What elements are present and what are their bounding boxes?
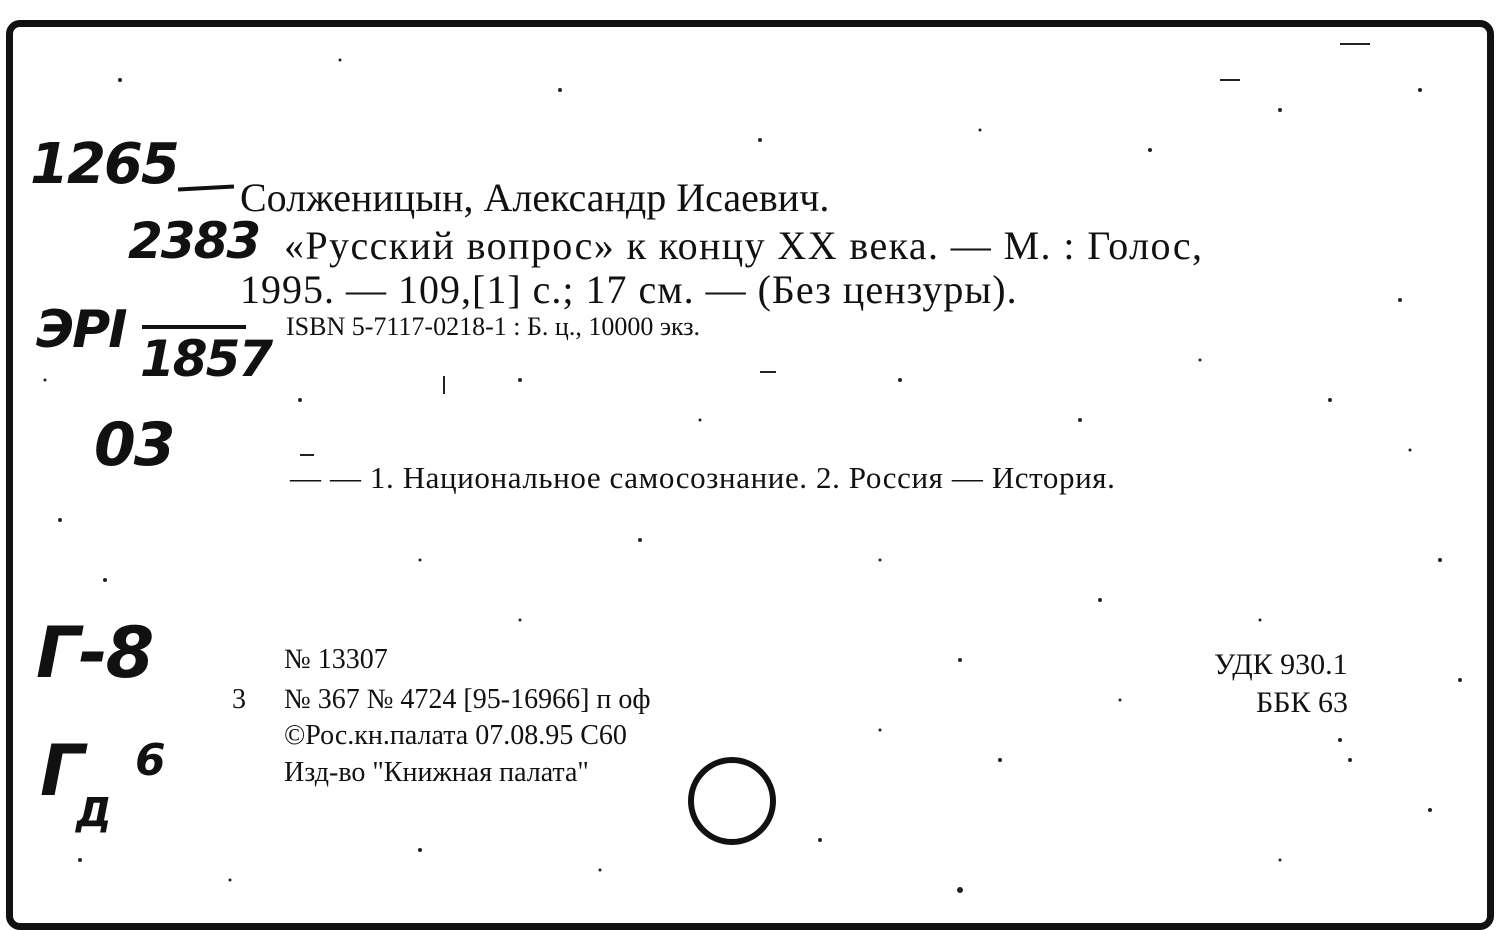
copyright-line: ©Рос.кн.палата 07.08.95 С60 (284, 720, 627, 751)
title-line-2: 1995. — 109,[1] с.; 17 см. — (Без цензуры). (240, 267, 1018, 312)
isbn-line: ISBN 5-7117-0218-1 : Б. ц., 10000 экз. (286, 312, 701, 341)
handwritten-code-1857: 1857 (140, 330, 272, 388)
registration-numbers: № 367 № 4724 [95-16966] п оф (284, 684, 651, 715)
handwritten-code-6: 6 (135, 735, 164, 786)
handwritten-code-g: Г (40, 730, 83, 812)
title-line-1: «Русский вопрос» к концу XX века. — М. : Голос, (284, 223, 1204, 268)
fraction-bar (142, 325, 246, 329)
handwritten-code-d-subscript: Д (76, 790, 110, 836)
publisher-line: Изд-во "Книжная палата" (284, 757, 589, 788)
bbk-code: ББК 63 (1256, 686, 1348, 719)
card-punch-hole (688, 757, 776, 845)
record-number: № 13307 (284, 644, 388, 675)
handwritten-code-03: 03 (94, 410, 174, 480)
record-prefix: 3 (232, 684, 246, 715)
handwritten-code-2383: 2383 (128, 212, 260, 270)
handwritten-code-g8: Г-8 (36, 612, 153, 694)
author-heading: Солженицын, Александр Исаевич. (240, 175, 830, 220)
handwritten-code-1265: 1265 (30, 132, 178, 197)
udk-code: УДК 930.1 (1214, 648, 1348, 681)
subject-headings: — — 1. Национальное самосознание. 2. Россия — История. (290, 460, 1116, 495)
handwritten-code-er: ЭРI (36, 300, 126, 360)
